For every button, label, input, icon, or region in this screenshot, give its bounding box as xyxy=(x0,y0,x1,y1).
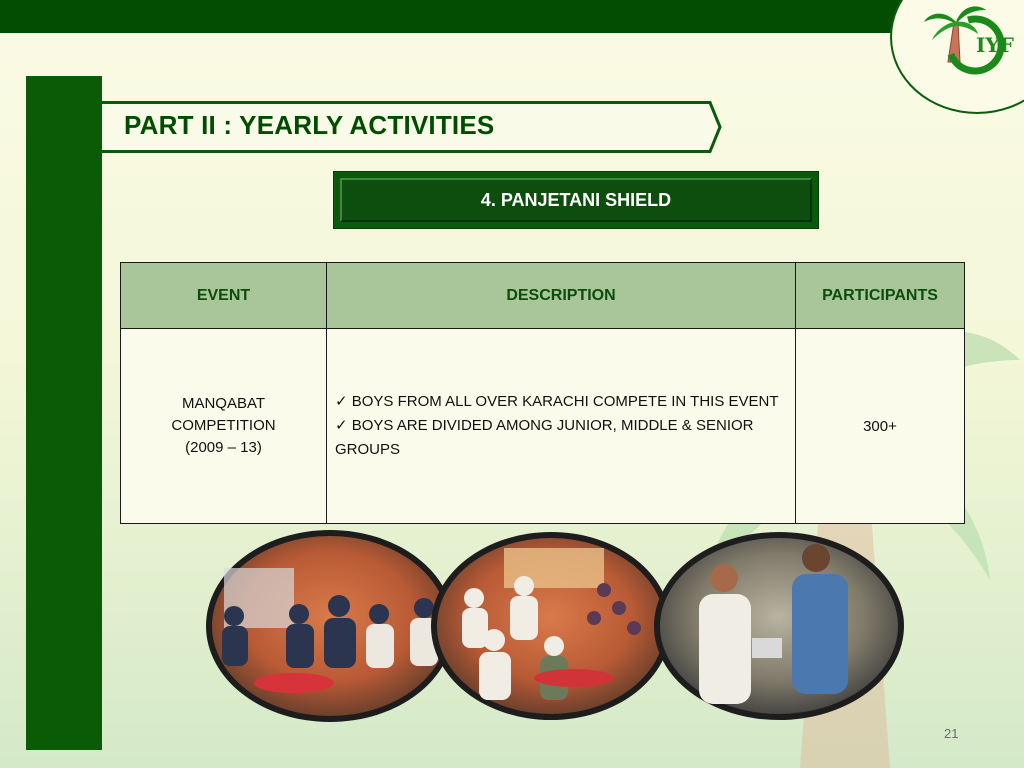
table-row xyxy=(121,329,965,524)
check-icon: ✓ xyxy=(335,393,348,410)
event-line: MANQABAT xyxy=(181,395,266,412)
left-accent-bar xyxy=(26,76,102,750)
table-header-row xyxy=(121,263,965,329)
activities-table xyxy=(120,262,965,524)
page-number: 21 xyxy=(944,726,959,741)
section-heading-box xyxy=(333,171,819,229)
description-text: BOYS FROM ALL OVER KARACHI COMPETE IN THIS EVENT xyxy=(351,393,779,410)
event-line: COMPETITION xyxy=(171,417,276,434)
photo-1 xyxy=(206,530,454,722)
page-title: PART II : YEARLY ACTIVITIES xyxy=(124,110,495,140)
logo-text: IYF xyxy=(976,33,1014,57)
iyf-logo xyxy=(918,0,1018,80)
check-icon: ✓ xyxy=(335,417,348,434)
description-item xyxy=(335,390,787,414)
section-heading: 4. PANJETANI SHIELD xyxy=(340,178,812,222)
photo-3 xyxy=(654,532,904,720)
header-participants: PARTICIPANTS xyxy=(796,263,965,329)
description-cell xyxy=(327,329,796,524)
header-description: DESCRIPTION xyxy=(327,263,796,329)
photo-collage xyxy=(204,528,924,724)
event-cell xyxy=(121,329,327,524)
description-text: BOYS ARE DIVIDED AMONG JUNIOR, MIDDLE & SENIOR GROUPS xyxy=(335,417,754,458)
participants-cell: 300+ xyxy=(796,329,965,524)
header-event: EVENT xyxy=(121,263,327,329)
top-bar xyxy=(0,0,930,33)
photo-2 xyxy=(431,532,671,720)
event-line: (2009 – 13) xyxy=(185,439,262,456)
description-item xyxy=(335,414,787,462)
